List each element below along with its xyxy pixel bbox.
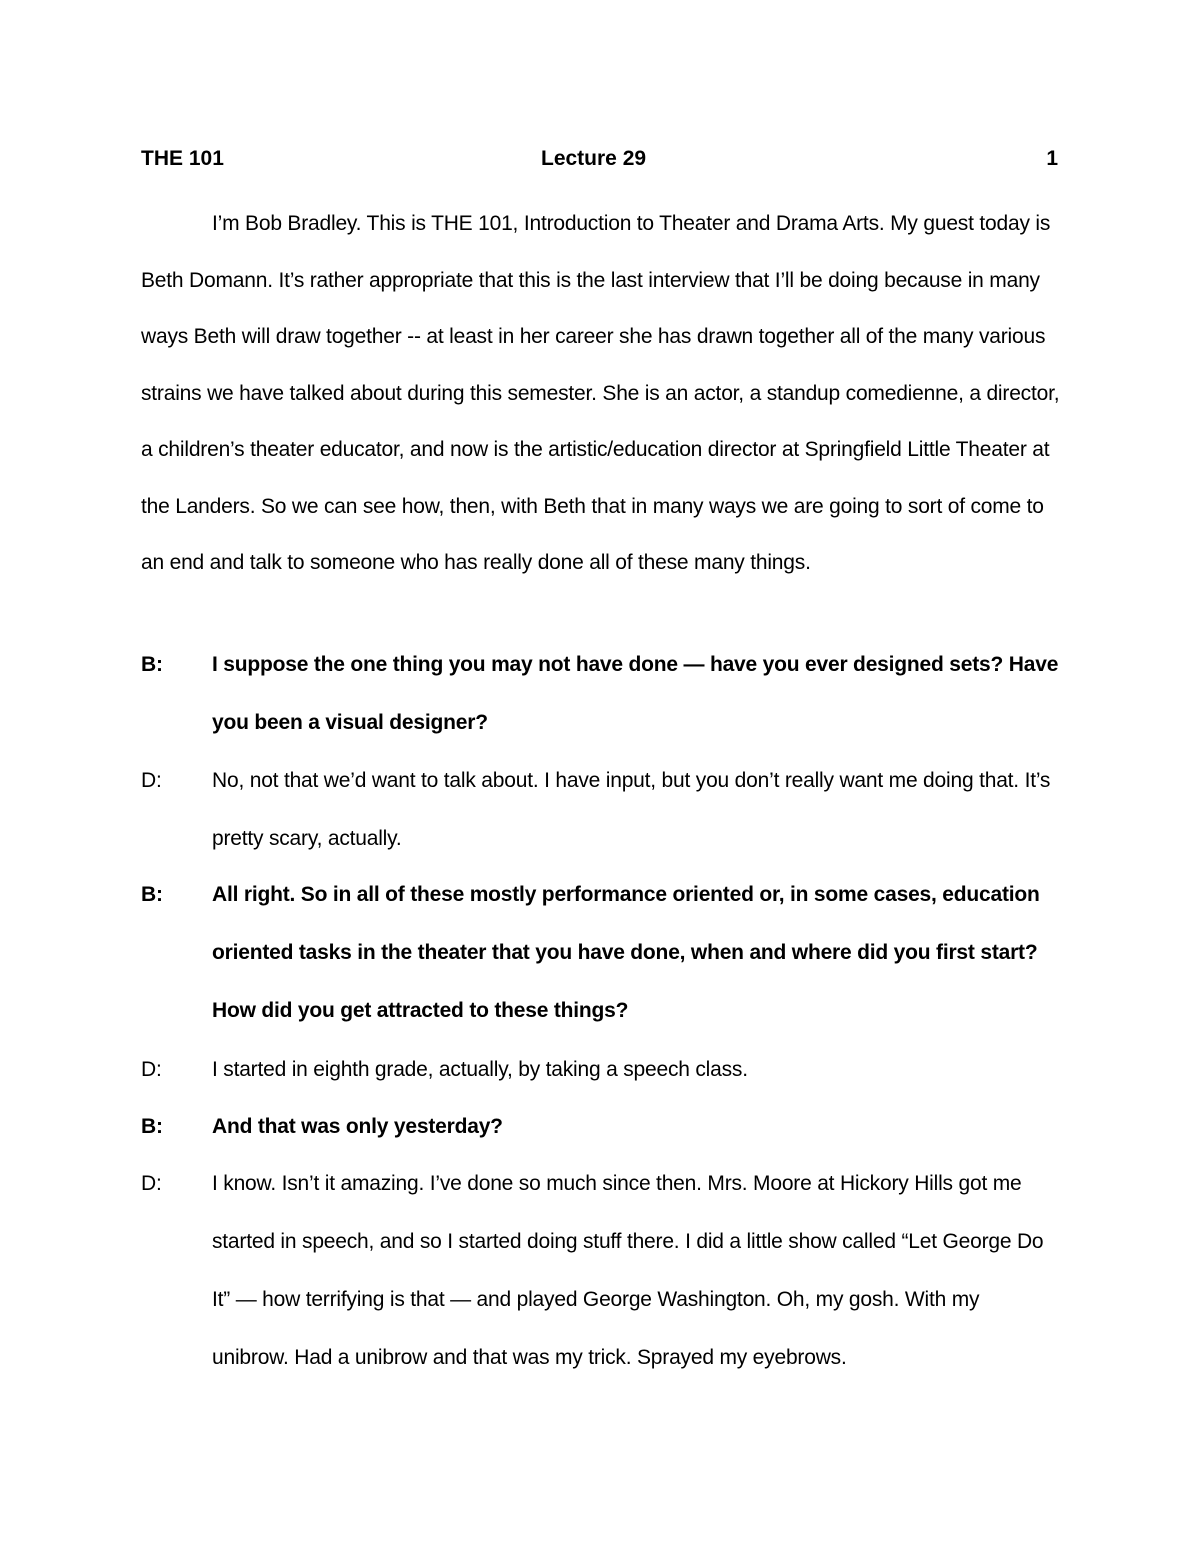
dialogue-text: I started in eighth grade, actually, by taking a speech class.	[212, 1058, 748, 1081]
dialogue-text: No, not that we’d want to talk about. I have input, but you don’t really want me doing that. It’s pretty scary, actually.	[212, 769, 1051, 850]
course-code: THE 101	[141, 147, 224, 170]
speaker-label: B:	[141, 653, 163, 676]
speaker-label: D:	[141, 1172, 162, 1195]
dialogue-turn	[141, 636, 1061, 752]
dialogue-turn	[141, 1155, 1061, 1387]
dialogue-text: I know. Isn’t it amazing. I’ve done so much since then. Mrs. Moore at Hickory Hills got me started in speech, and so I started doing stuff there. I did a little show called “Let George Do It” — how terrifying is that — and played George Washington. Oh, my gosh. With my unibrow. Had a unibrow and that was my trick. Sprayed my eyebrows.	[212, 1172, 1044, 1369]
page-header	[141, 143, 1058, 175]
dialogue-text: All right. So in all of these mostly performance oriented or, in some cases, education oriented tasks in the theater that you have done, when and where did you first start? How did you get attracted to these things?	[212, 883, 1040, 1022]
lecture-title: Lecture 29	[541, 147, 647, 170]
dialogue-turn	[141, 1098, 1061, 1156]
dialogue-turn	[141, 866, 1061, 1040]
page-number: 1	[1046, 147, 1058, 170]
dialogue-text: And that was only yesterday?	[212, 1115, 503, 1138]
dialogue-text: I suppose the one thing you may not have done — have you ever designed sets? Have you been a visual designer?	[212, 653, 1059, 734]
speaker-label: D:	[141, 769, 162, 792]
speaker-label: B:	[141, 1115, 163, 1138]
dialogue-turn	[141, 752, 1061, 868]
speaker-label: B:	[141, 883, 163, 906]
dialogue-turn	[141, 1041, 1061, 1099]
speaker-label: D:	[141, 1058, 162, 1081]
intro-paragraph: I’m Bob Bradley. This is THE 101, Introduction to Theater and Drama Arts. My guest today is Beth Domann. It’s rather appropriate that this is the last interview that I’ll be doing because in many ways Beth will draw together -- at least in her career she has drawn together all of the many various strains we have talked about during this semester. She is an actor, a standup comedienne, a director, a children’s theater educator, and now is the artistic/education director at Springfield Little Theater at the Landers. So we can see how, then, with Beth that in many ways we are going to sort of come to an end and talk to someone who has really done all of these many things.	[141, 212, 1060, 574]
